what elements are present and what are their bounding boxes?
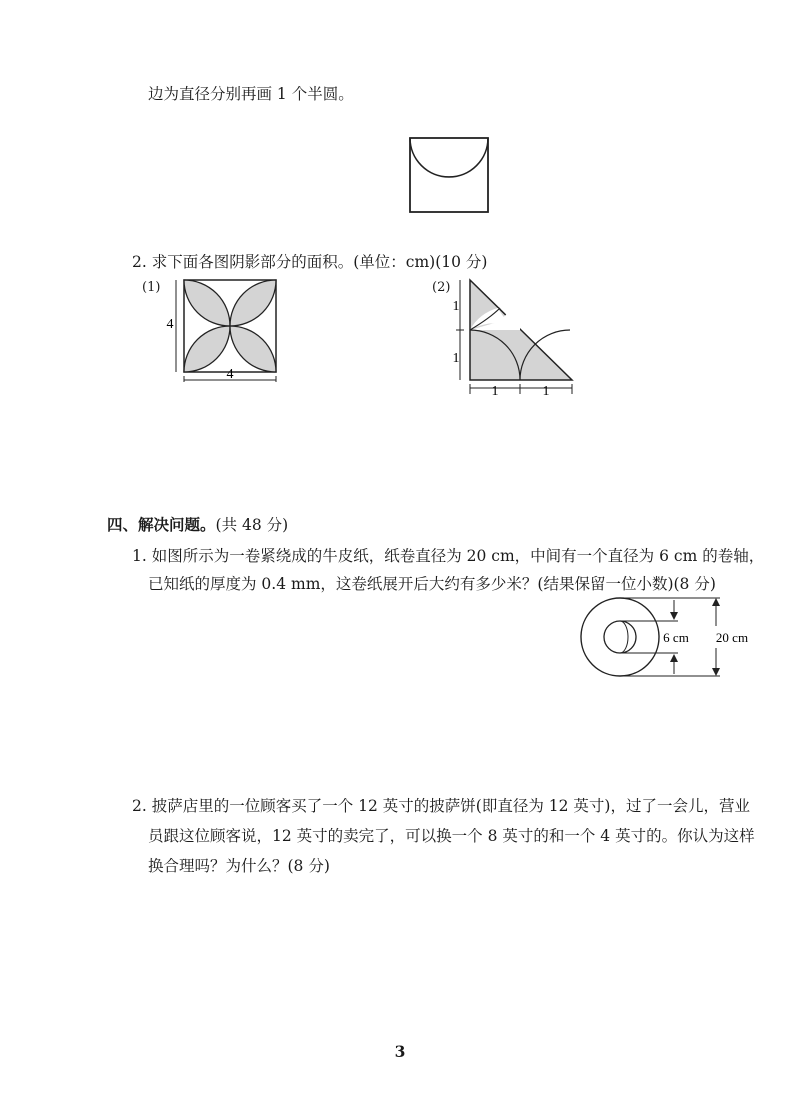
section-4-heading	[107, 515, 288, 535]
square-outline	[410, 138, 488, 212]
petal-bottom-left	[184, 326, 230, 372]
figure-2-bottom-right: 1	[542, 384, 550, 399]
semicircle-arc	[410, 138, 488, 177]
problem-2-line-2: 员跟这位顾客说，12 英寸的卖完了，可以换一个 8 英寸的和一个 4 英寸的。你认为这样	[148, 827, 755, 845]
question-continuation: 边为直径分别再画 1 个半圆。	[148, 85, 354, 103]
problem-1-line-1: 1. 如图所示为一卷紧绕成的牛皮纸，纸卷直径为 20 cm，中间有一个直径为 6 cm 的卷轴，	[132, 547, 765, 565]
section-4-title: 四、解决问题。	[107, 515, 216, 534]
figure-2-left-bottom: 1	[452, 351, 460, 366]
page-number: 3	[394, 1042, 406, 1061]
figure-1-side-label: 4	[166, 317, 174, 332]
problem-1-line-2: 已知纸的厚度为 0.4 mm，这卷纸展开后大约有多少米？(结果保留一位小数)(8 分)	[148, 575, 716, 593]
inner-diameter-label: 6 cm	[663, 630, 689, 645]
petal-top-left	[184, 280, 230, 326]
inner-circle	[604, 621, 636, 653]
paper-roll-figure	[578, 596, 758, 682]
problem-2-line-3: 换合理吗？为什么？(8 分)	[148, 857, 330, 875]
figure-2-label: (2)	[432, 280, 451, 295]
section-4-points: (共 48 分)	[215, 516, 289, 534]
petal-bottom-right	[230, 326, 276, 372]
figure-2-triangle	[450, 276, 590, 404]
outer-circle	[581, 598, 659, 676]
figure-1-flower	[160, 272, 290, 390]
problem-2-line-1: 2. 披萨店里的一位顾客买了一个 12 英寸的披萨饼(即直径为 12 英寸)，过了一会儿，营业	[132, 797, 750, 815]
figure-1-label: (1)	[142, 280, 161, 295]
petal-top-right	[230, 280, 276, 326]
figure-2-bottom-left: 1	[491, 384, 499, 399]
square-semicircle-figure	[405, 133, 493, 217]
question-2-title: 2. 求下面各图阴影部分的面积。(单位：cm)(10 分)	[132, 253, 488, 271]
figure-2-left-top: 1	[452, 299, 460, 314]
outer-diameter-label: 20 cm	[715, 630, 749, 645]
figure-1-bottom-label: 4	[226, 367, 234, 382]
